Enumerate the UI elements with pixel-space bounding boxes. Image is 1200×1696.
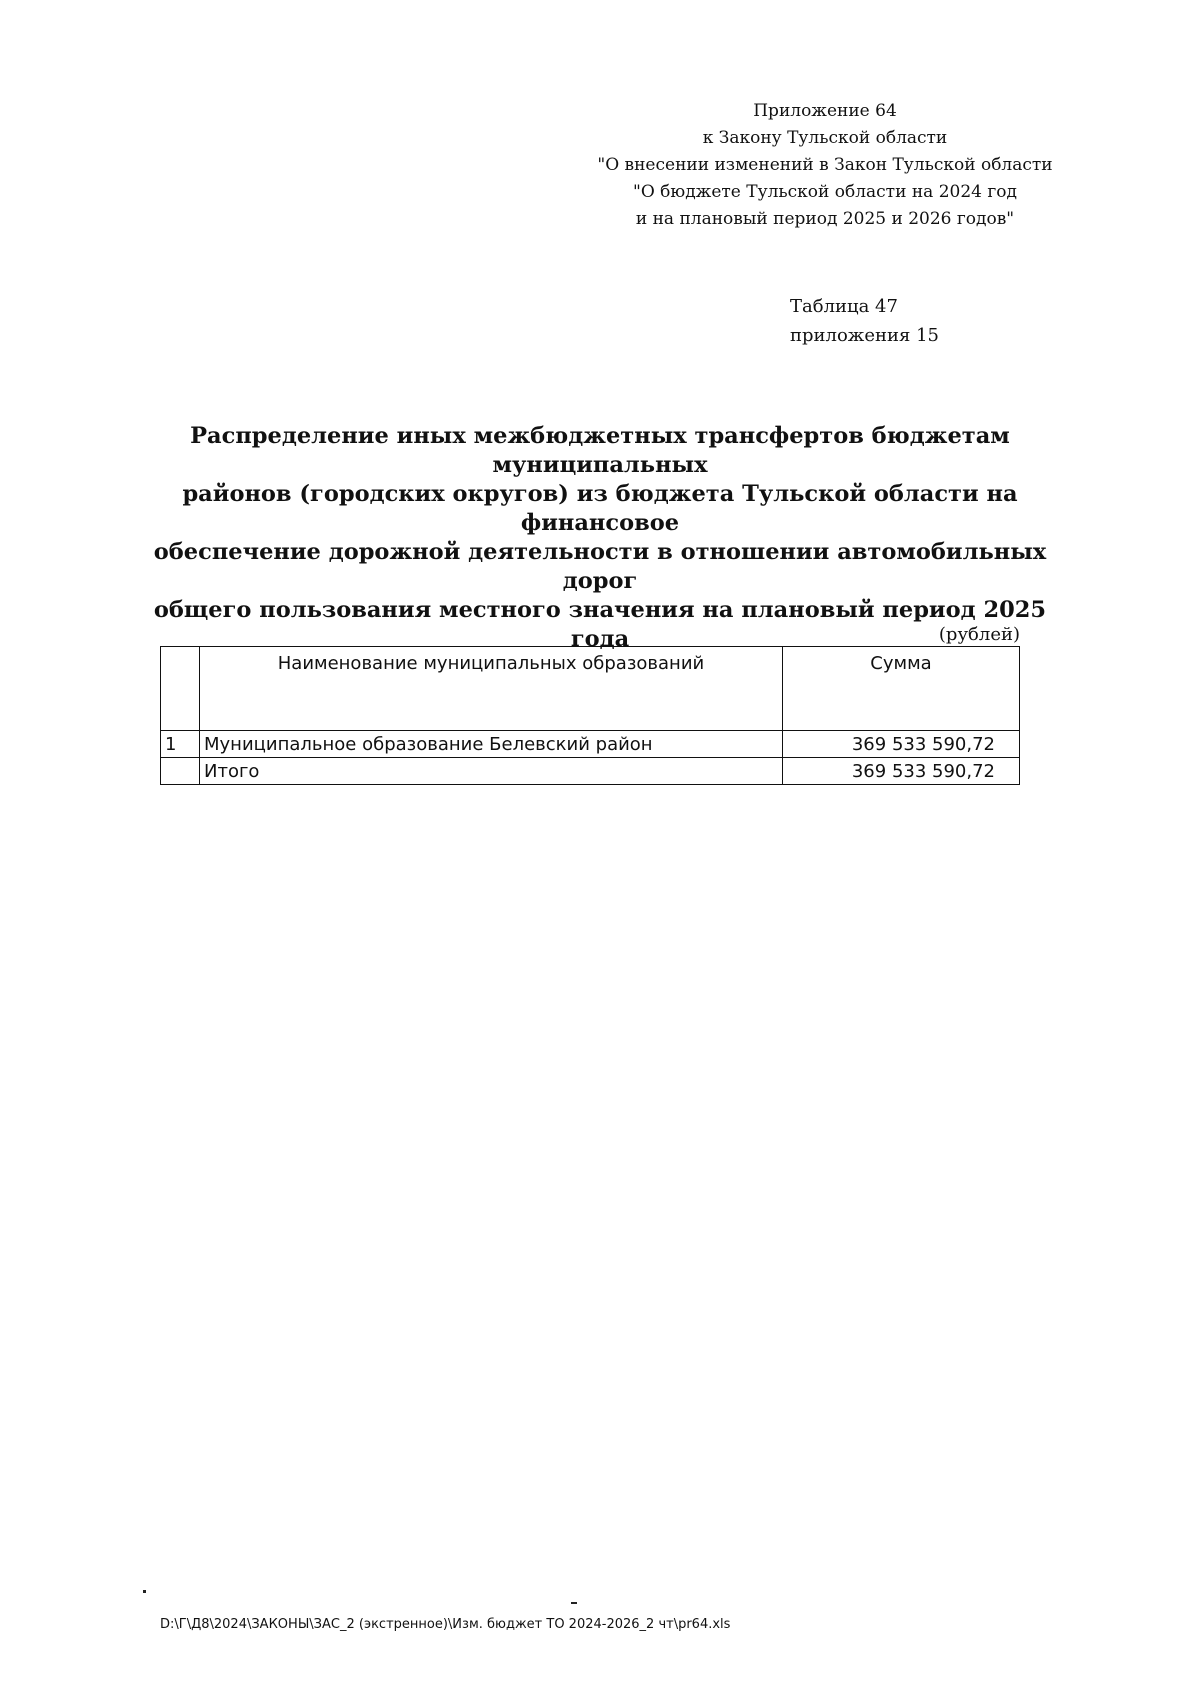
- total-sum: 369 533 590,72: [783, 758, 1020, 785]
- scan-speck: [571, 1602, 577, 1604]
- table-total-row: [161, 758, 1020, 785]
- distribution-table: [160, 646, 1020, 785]
- table-reference-line-2: приложения 15: [790, 325, 939, 346]
- appendix-line-3: "О внесении изменений в Закон Тульской области: [597, 155, 1053, 175]
- document-title: [140, 422, 1060, 654]
- title-line-1: Распределение иных межбюджетных трансфертов бюджетам муниципальных: [190, 423, 1010, 478]
- header-sum: Сумма: [783, 647, 1020, 731]
- table-reference-line-1: Таблица 47: [790, 296, 898, 317]
- row-num: 1: [161, 731, 200, 758]
- title-line-4: общего пользования местного значения на плановый период 2025 года: [153, 597, 1047, 652]
- row-sum: 369 533 590,72: [783, 731, 1020, 758]
- header-num: [161, 647, 200, 731]
- total-name: Итого: [200, 758, 783, 785]
- table-header-row: [161, 647, 1020, 731]
- table-row: [161, 731, 1020, 758]
- file-path-footer: D:\Г\Д8\2024\ЗАКОНЫ\ЗАС_2 (экстренное)\Изм. бюджет ТО 2024-2026_2 чт\pr64.xls: [160, 1617, 731, 1632]
- appendix-header: [590, 98, 1060, 233]
- units-label: (рублей): [938, 624, 1020, 645]
- row-name: Муниципальное образование Белевский район: [200, 731, 783, 758]
- total-num: [161, 758, 200, 785]
- appendix-line-5: и на плановый период 2025 и 2026 годов": [635, 209, 1015, 229]
- appendix-line-2: к Закону Тульской области: [702, 128, 948, 148]
- table-reference: [790, 292, 970, 350]
- appendix-line-1: Приложение 64: [753, 101, 897, 121]
- header-name: Наименование муниципальных образований: [200, 647, 783, 731]
- title-line-3: обеспечение дорожной деятельности в отношении автомобильных дорог: [153, 539, 1047, 594]
- title-line-2: районов (городских округов) из бюджета Тульской области на финансовое: [182, 481, 1018, 536]
- appendix-line-4: "О бюджете Тульской области на 2024 год: [633, 182, 1017, 202]
- scan-speck: [143, 1590, 146, 1593]
